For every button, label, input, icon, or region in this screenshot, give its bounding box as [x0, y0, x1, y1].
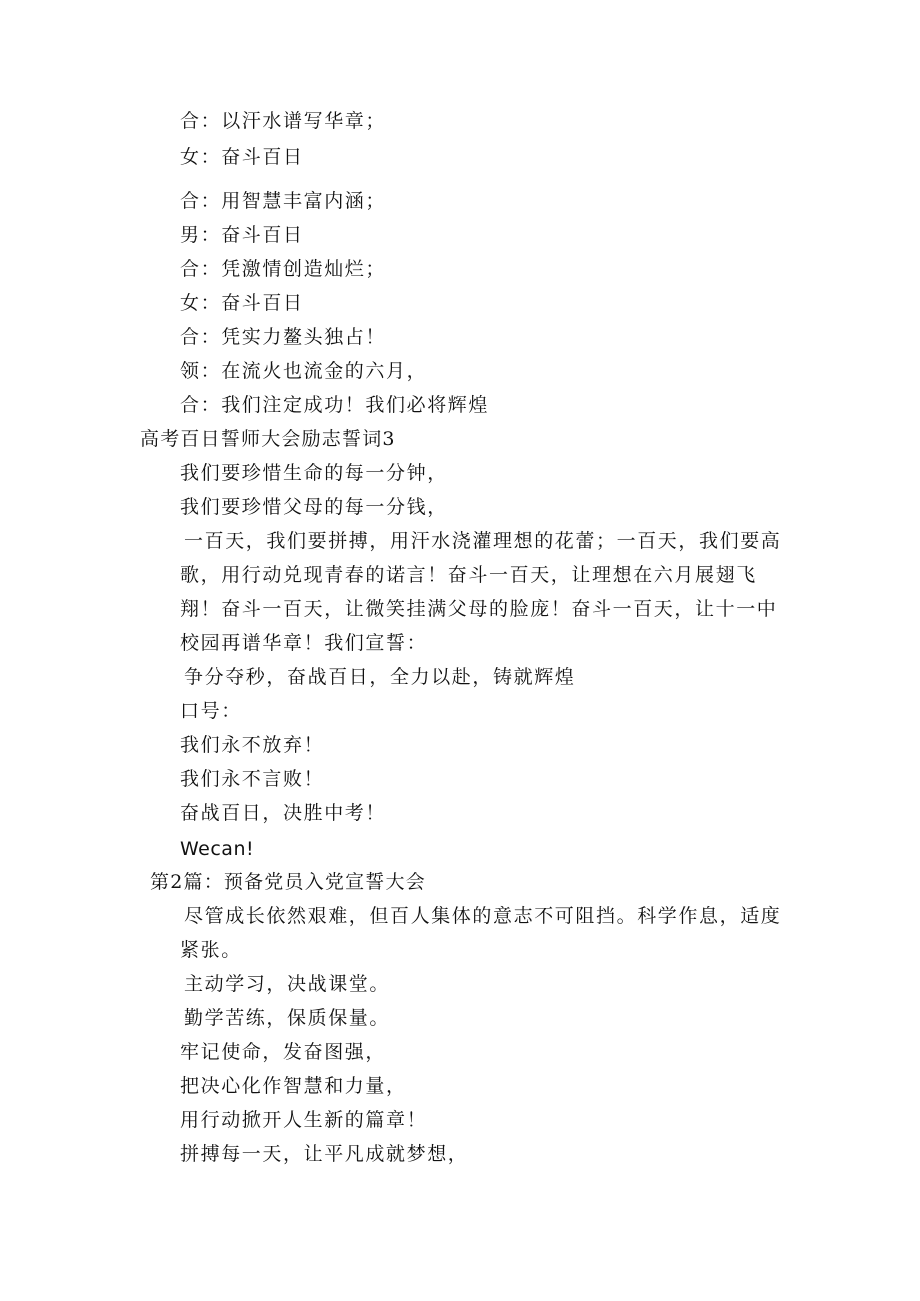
- text-line: 拼搏每一天，让平凡成就梦想，: [180, 1143, 469, 1165]
- text-line: 主动学习，决战课堂。: [184, 973, 391, 995]
- text-line: 合：以汗水谱写华章；: [180, 110, 387, 132]
- text-line: 我们要珍惜父母的每一分钱，: [180, 496, 448, 518]
- text-line: 牢记使命，发奋图强，: [180, 1041, 387, 1063]
- text-line: 口号：: [180, 700, 242, 722]
- text-line: 领：在流火也流金的六月，: [180, 360, 428, 382]
- text-line: 我们永不放弃！: [180, 734, 325, 756]
- text-line: 合：凭激情创造灿烂；: [180, 258, 387, 280]
- text-line: 校园再谱华章！我们宣誓：: [180, 632, 428, 654]
- text-line: 勤学苦练，保质保量。: [184, 1007, 391, 1029]
- text-line: 一百天，我们要拼搏，用汗水浇灌理想的花蕾；一百天，我们要高: [184, 530, 782, 552]
- chapter-heading: 第2篇：预备党员入党宣誓大会: [150, 871, 426, 893]
- text-line: 女：奋斗百日: [180, 146, 304, 168]
- text-line: 我们永不言败！: [180, 768, 325, 790]
- section-heading: 高考百日誓师大会励志誓词3: [140, 428, 396, 450]
- text-line: 合：我们注定成功！我们必将辉煌: [180, 394, 490, 416]
- text-line: 尽管成长依然艰难，但百人集体的意志不可阻挡。科学作息，适度: [184, 905, 782, 927]
- text-line: 用行动掀开人生新的篇章！: [180, 1109, 428, 1131]
- text-line: 合：凭实力鳌头独占！: [180, 326, 387, 348]
- text-line: 奋战百日，决胜中考！: [180, 802, 387, 824]
- text-line: 歌，用行动兑现青春的诺言！奋斗一百天，让理想在六月展翅飞: [180, 564, 757, 586]
- text-line: 紧张。: [180, 939, 242, 961]
- text-line: 把决心化作智慧和力量，: [180, 1075, 407, 1097]
- text-line: 男：奋斗百日: [180, 224, 304, 246]
- text-line: 合：用智慧丰富内涵；: [180, 190, 387, 212]
- text-line: 翔！奋斗一百天，让微笑挂满父母的脸庞！奋斗一百天，让十一中: [180, 598, 778, 620]
- text-line: 争分夺秒，奋战百日，全力以赴，铸就辉煌: [184, 666, 576, 688]
- text-line: 我们要珍惜生命的每一分钟，: [180, 462, 448, 484]
- text-line: 女：奋斗百日: [180, 292, 304, 314]
- text-line: Wecan!: [180, 838, 255, 860]
